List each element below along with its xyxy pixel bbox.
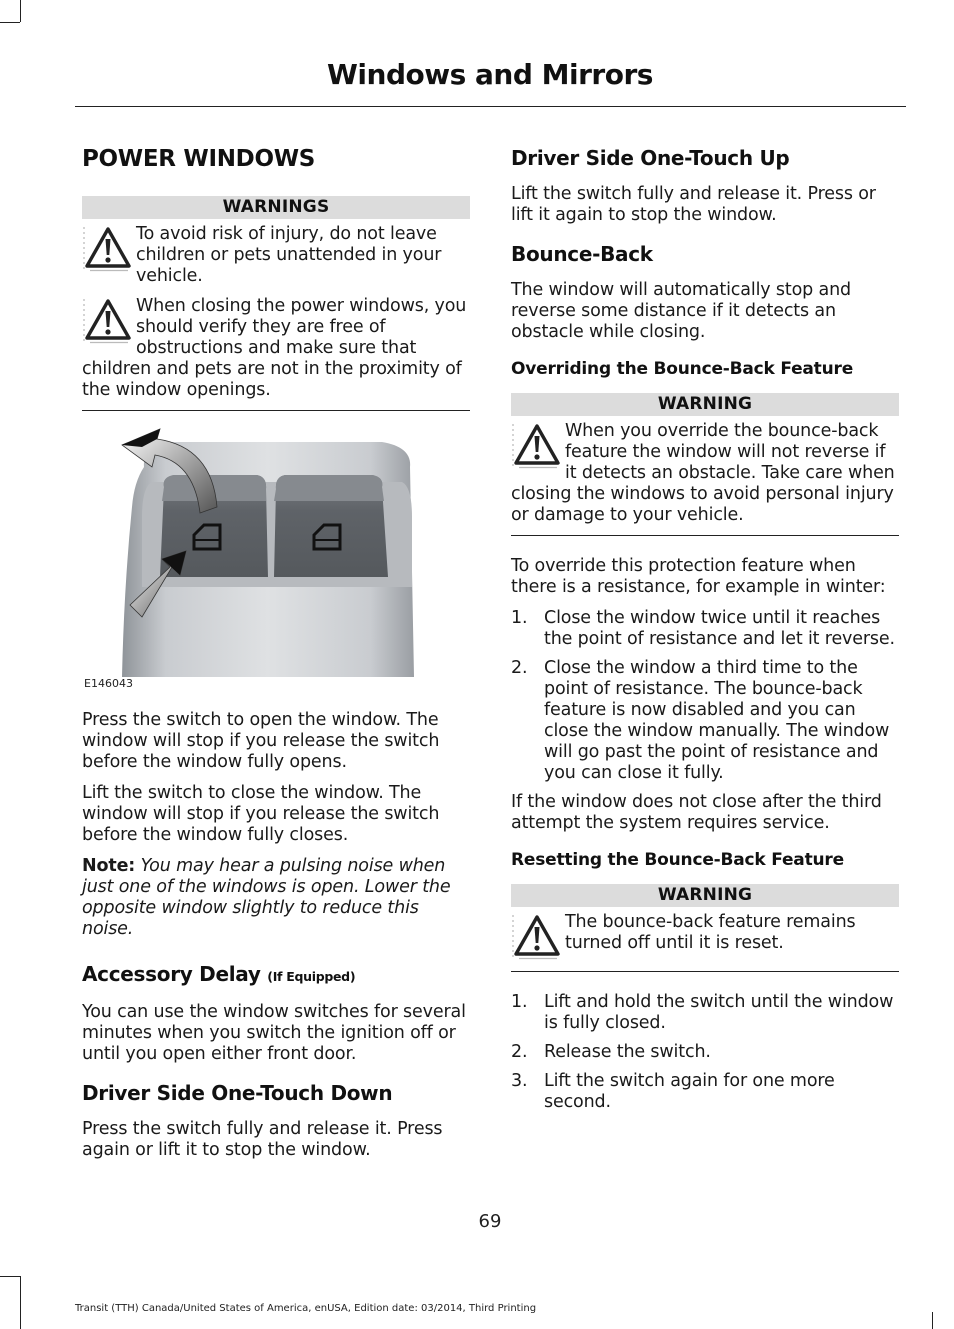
reset-heading: Resetting the Bounce-Back Feature xyxy=(511,850,844,870)
switch-panel-illustration xyxy=(82,427,470,687)
list-item: 1. Lift and hold the switch until the window is fully closed. xyxy=(511,992,894,1033)
warning-rule xyxy=(511,971,899,972)
list-item: 2. Close the window a third time to the point of resistance. The bounce-back feature is now disabled and you can close the window manually. The window will go past the point of resistance and you can close it fully. xyxy=(511,658,890,783)
section-title: POWER WINDOWS xyxy=(82,146,316,172)
override-steps xyxy=(511,608,899,784)
warning-bar: WARNING xyxy=(511,393,899,416)
crop-mark xyxy=(0,1276,20,1277)
paragraph: The window will automatically stop and reverse some distance if it detects an obstacle while closing. xyxy=(511,280,851,342)
warnings-rule xyxy=(82,410,470,411)
paragraph: Press the switch fully and release it. Press again or lift it to stop the window. xyxy=(82,1119,443,1160)
bounce-back-heading: Bounce-Back xyxy=(511,242,653,266)
warning-triangle-icon xyxy=(511,912,563,962)
warning-item: When closing the power windows, you should verify they are free of obstructions and make sure that children and pets are not in the proximity of the window openings. xyxy=(82,296,467,400)
crop-mark xyxy=(20,1276,21,1329)
page-number: 69 xyxy=(478,1211,502,1232)
list-item: 2. Release the switch. xyxy=(511,1042,711,1062)
paragraph: Press the switch to open the window. The window will stop if you release the switch before the window fully opens. xyxy=(82,710,440,772)
warning-rule xyxy=(511,535,899,536)
paragraph: If the window does not close after the third attempt the system requires service. xyxy=(511,792,882,833)
right-column xyxy=(511,146,899,1121)
list-item: 1. Close the window twice until it reaches the point of resistance and let it reverse. xyxy=(511,608,895,649)
one-touch-up-heading: Driver Side One-Touch Up xyxy=(511,146,790,170)
figure-code: E146043 xyxy=(84,677,133,690)
crop-mark xyxy=(932,1312,933,1329)
paragraph: You can use the window switches for several minutes when you switch the ignition off or until you open either front door. xyxy=(82,1002,466,1064)
reset-steps xyxy=(511,992,899,1113)
paragraph: Lift the switch fully and release it. Press or lift it again to stop the window. xyxy=(511,184,876,225)
left-column xyxy=(82,140,470,1171)
page-header-title: Windows and Mirrors xyxy=(327,58,653,91)
override-heading: Overriding the Bounce-Back Feature xyxy=(511,359,854,379)
crop-mark xyxy=(0,22,20,23)
note-text: You may hear a pulsing noise when just one of the windows is open. Lower the opposite window slightly to reduce this noise. xyxy=(82,856,451,939)
warning-item: When you override the bounce-back feature the window will not reverse if it detects an obstacle. Take care when closing the windows to avoid personal injury or damage to your vehicle. xyxy=(511,421,895,525)
warning-item: The bounce-back feature remains turned off until it is reset. xyxy=(511,912,899,962)
heading-suffix: (If Equipped) xyxy=(267,969,356,984)
warning-bar: WARNING xyxy=(511,884,899,907)
warning-item: To avoid risk of injury, do not leave children or pets unattended in your vehicle. xyxy=(82,224,470,287)
list-item: 3. Lift the switch again for one more second. xyxy=(511,1071,835,1112)
footer-text: Transit (TTH) Canada/United States of America, enUSA, Edition date: 03/2014, Third Printing xyxy=(75,1303,537,1314)
paragraph: Lift the switch to close the window. The window will stop if you release the switch before the window fully closes. xyxy=(82,783,440,845)
crop-mark xyxy=(20,0,21,22)
header-rule xyxy=(75,106,906,107)
warning-triangle-icon xyxy=(82,224,134,274)
paragraph: To override this protection feature when there is a resistance, for example in winter: xyxy=(511,556,886,597)
warnings-bar: WARNINGS xyxy=(82,196,470,219)
note xyxy=(82,856,470,940)
warning-triangle-icon xyxy=(511,421,563,471)
window-switch-illustration xyxy=(82,427,470,690)
note-label: Note: xyxy=(82,856,136,876)
accessory-delay-heading: Accessory Delay (If Equipped) xyxy=(82,962,356,986)
one-touch-down-heading: Driver Side One-Touch Down xyxy=(82,1081,393,1105)
warning-triangle-icon xyxy=(82,296,134,346)
